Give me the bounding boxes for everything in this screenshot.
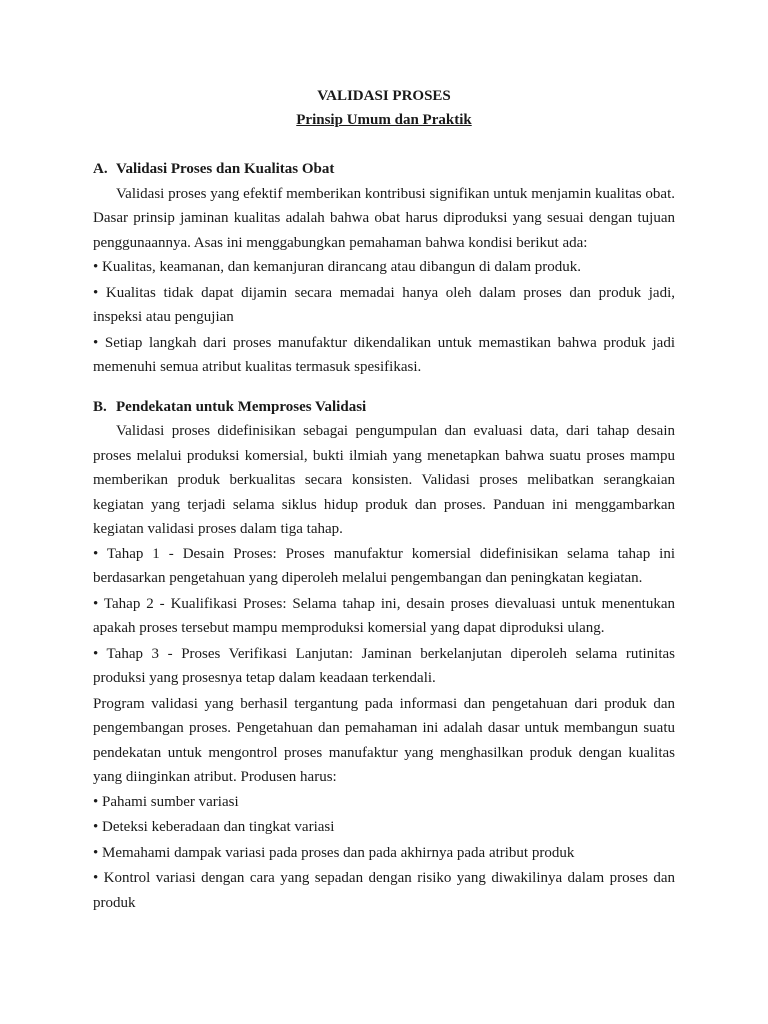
bullet-item: • Kontrol variasi dengan cara yang sepadan dengan risiko yang diwakilinya dalam proses dan produk bbox=[93, 870, 675, 911]
stage-item: • Tahap 1 - Desain Proses: Proses manufaktur komersial didefinisikan selama tahap ini berdasarkan pengetahuan yang diperoleh melalui pengembangan dan peningkatan kegiatan. bbox=[93, 545, 675, 586]
section-b bbox=[93, 395, 675, 916]
document-page bbox=[93, 84, 675, 916]
bullet-item: • Memahami dampak variasi pada proses dan pada akhirnya pada atribut produk bbox=[93, 844, 575, 861]
stage-item: • Tahap 3 - Proses Verifikasi Lanjutan: Jaminan berkelanjutan diperoleh selama rutinitas produksi yang prosesnya tetap dalam keadaan terkendali. bbox=[93, 645, 675, 686]
section-letter: B. bbox=[93, 398, 107, 415]
section-heading-text: Pendekatan untuk Memproses Validasi bbox=[116, 398, 367, 415]
stage-list bbox=[93, 542, 675, 691]
bullet-item: • Kualitas tidak dapat dijamin secara memadai hanya oleh dalam proses dan produk jadi, inspeksi atau pengujian bbox=[93, 284, 675, 325]
section-paragraph: Validasi proses yang efektif memberikan kontribusi signifikan untuk menjamin kualitas obat. Dasar prinsip jaminan kualitas adalah bahwa obat harus diproduksi yang sesuai dengan tujuan penggunaannya. Asas ini menggabungkan pemahaman bahwa kondisi berikut ada: bbox=[93, 185, 675, 251]
bullet-list bbox=[93, 255, 675, 380]
document-title: VALIDASI PROSES bbox=[317, 88, 451, 104]
section-letter: A. bbox=[93, 161, 108, 177]
section-paragraph: Validasi proses didefinisikan sebagai pengumpulan dan evaluasi data, dari tahap desain proses melalui produksi komersial, bukti ilmiah yang menetapkan bahwa suatu proses mampu memberikan produk berkualitas secara konsisten. Validasi proses melibatkan serangkaian kegiatan yang terjadi selama siklus hidup produk dan proses. Panduan ini menggambarkan kegiatan validasi proses dalam tiga tahap. bbox=[93, 423, 675, 537]
section-heading bbox=[93, 395, 675, 420]
bullet-list bbox=[93, 790, 675, 916]
stage-item: • Tahap 2 - Kualifikasi Proses: Selama tahap ini, desain proses dievaluasi untuk menentukan apakah proses tersebut mampu memproduksi komersial yang dapat diproduksi ulang. bbox=[93, 595, 675, 636]
bullet-item: • Kualitas, keamanan, dan kemanjuran dirancang atau dibangun di dalam produk. bbox=[93, 259, 582, 275]
section-a bbox=[93, 157, 675, 380]
section-heading bbox=[93, 157, 675, 182]
bullet-item: • Setiap langkah dari proses manufaktur dikendalikan untuk memastikan bahwa produk jadi memenuhi semua atribut kualitas termasuk spesifikasi. bbox=[93, 334, 675, 375]
program-paragraph: Program validasi yang berhasil tergantung pada informasi dan pengetahuan dari produk dan pengembangan proses. Pengetahuan dan pemahaman ini adalah dasar untuk membangun suatu pendekatan untuk mengontrol proses manufaktur yang menghasilkan produk dengan kualitas yang diinginkan atribut. Produsen harus: bbox=[93, 695, 675, 785]
bullet-item: • Pahami sumber variasi bbox=[93, 793, 239, 810]
section-heading-text: Validasi Proses dan Kualitas Obat bbox=[116, 161, 335, 177]
bullet-item: • Deteksi keberadaan dan tingkat variasi bbox=[93, 819, 335, 835]
document-subtitle: Prinsip Umum dan Praktik bbox=[296, 112, 472, 128]
